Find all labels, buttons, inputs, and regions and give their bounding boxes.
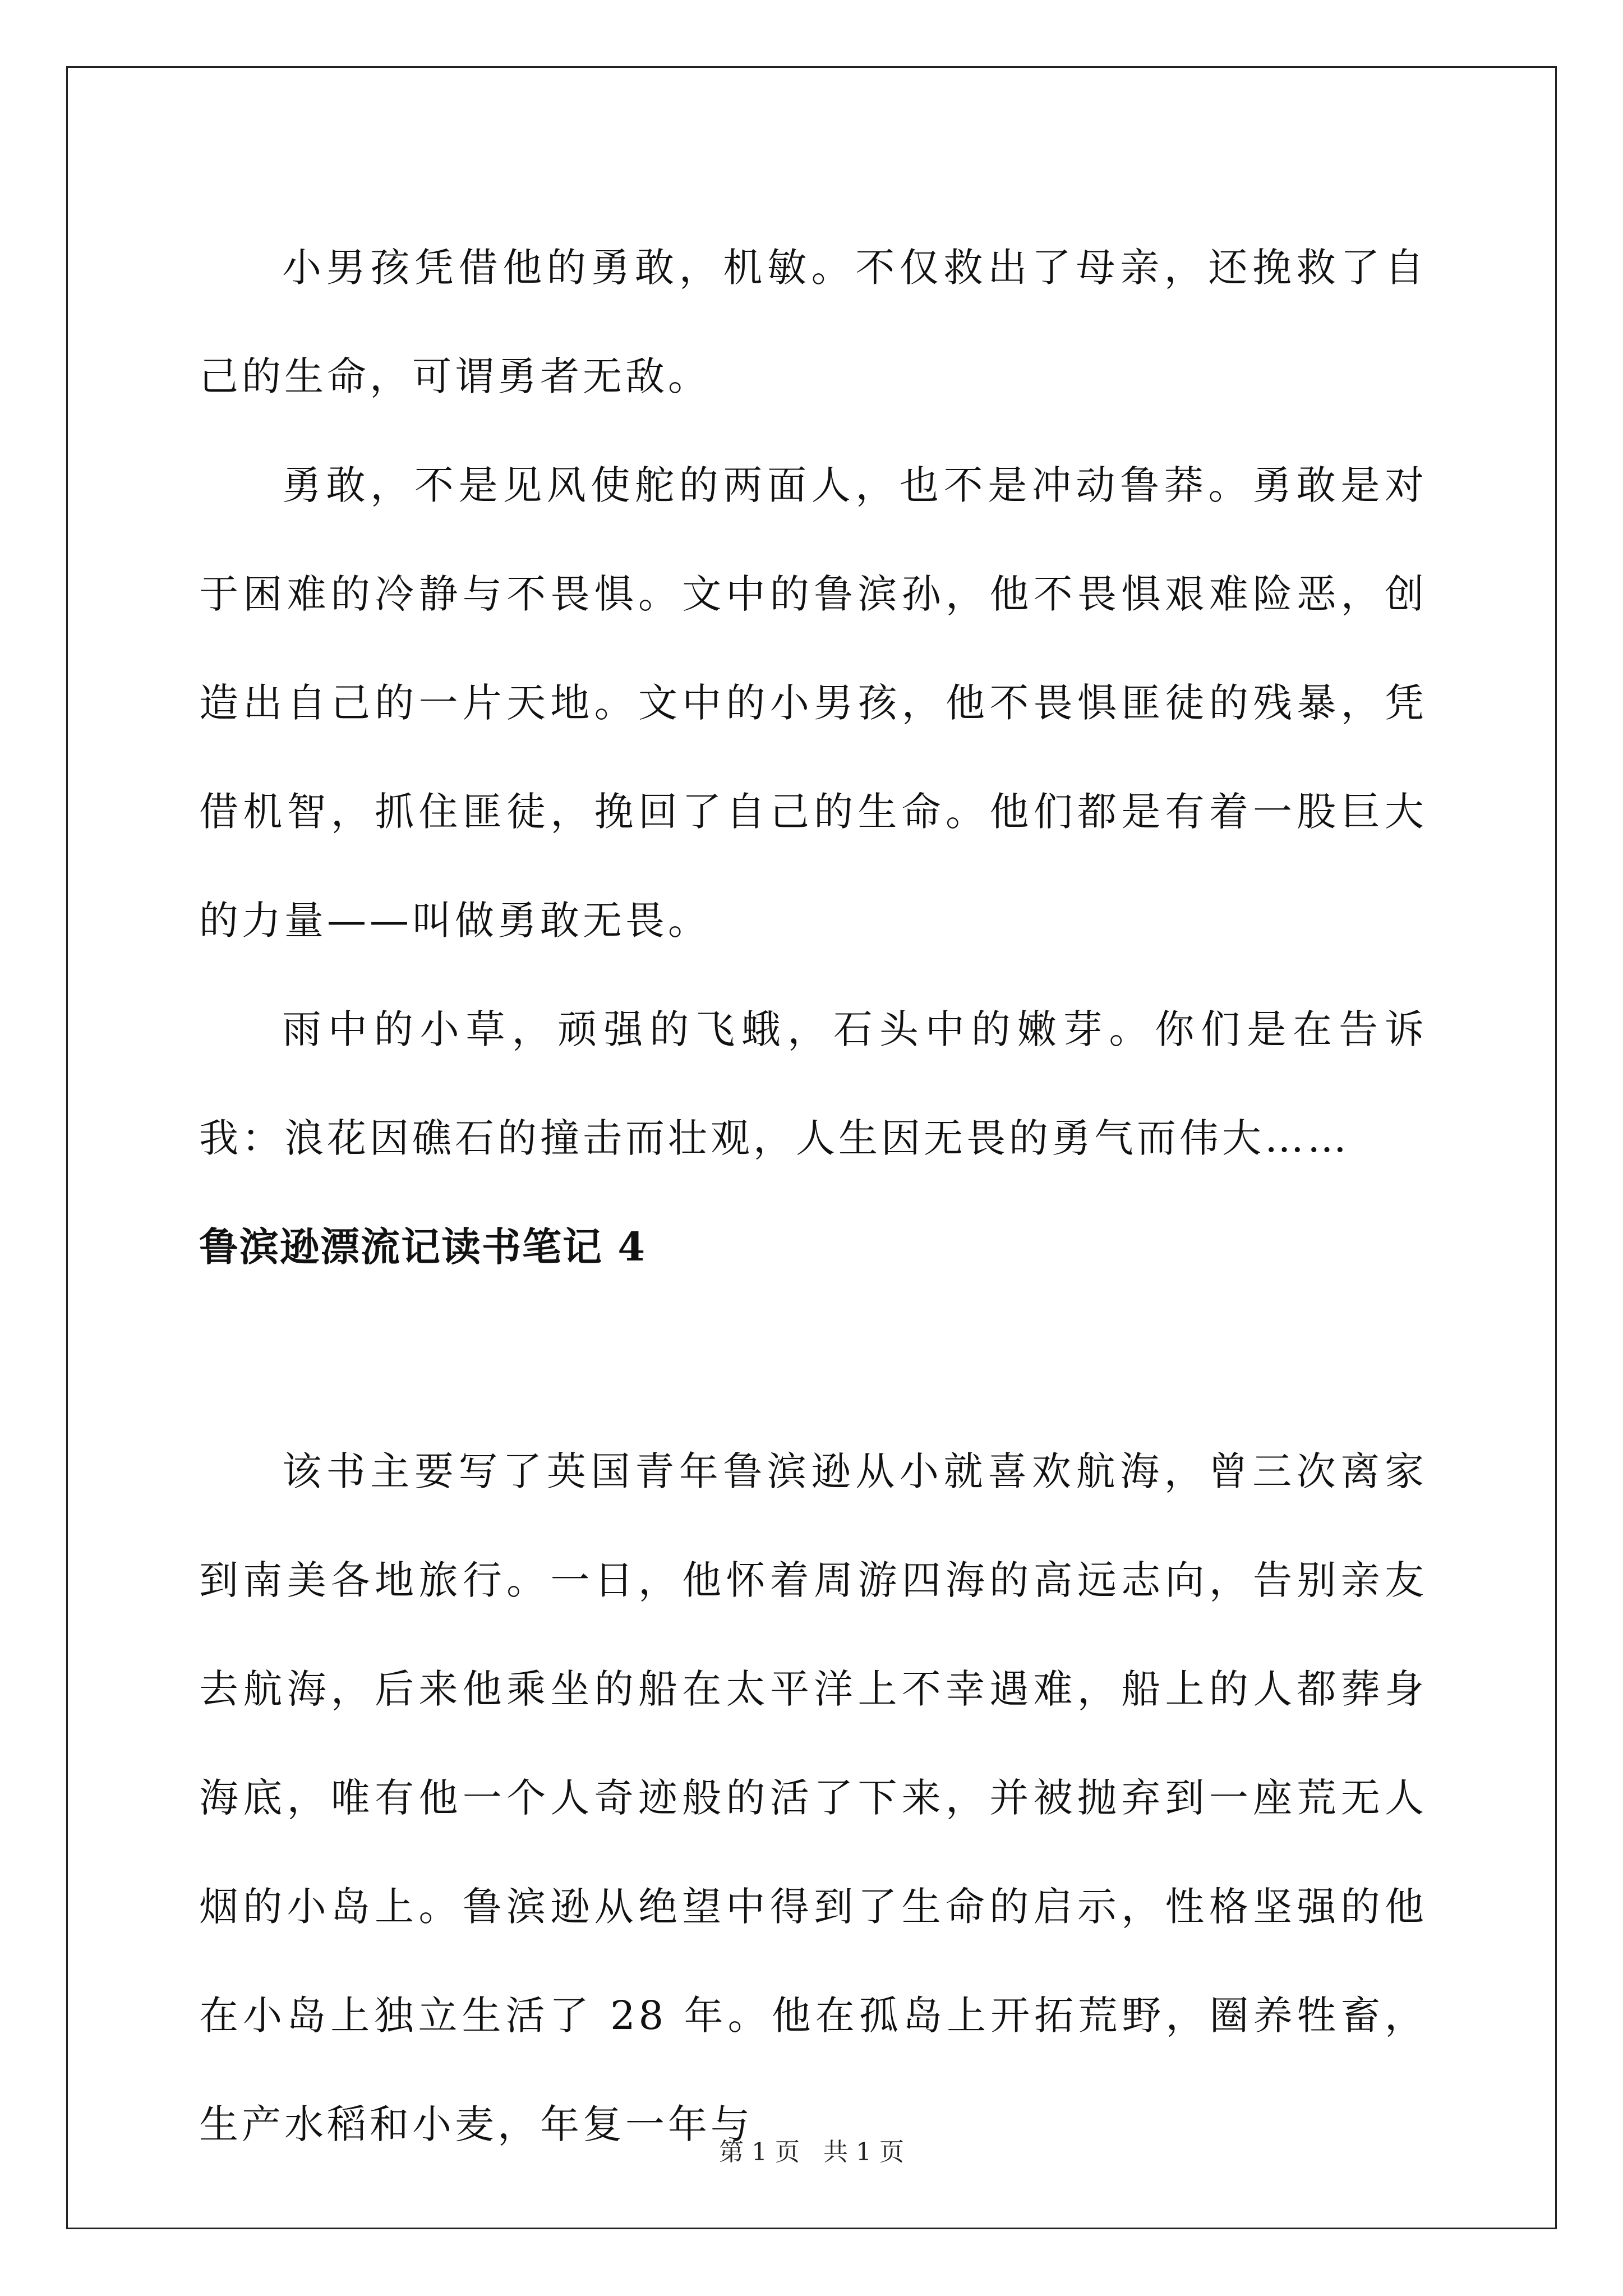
- paragraph: 雨中的小草，顽强的飞蛾，石头中的嫩芽。你们是在告诉我：浪花因礁石的撞击而壮观，人生因无畏的勇气而伟大……: [199, 1006, 1427, 1161]
- paragraph: 小男孩凭借他的勇敢，机敏。不仅救出了母亲，还挽救了自己的生命，可谓勇者无敌。: [199, 245, 1427, 399]
- page-number: 第 1 页: [719, 2138, 800, 2166]
- paragraph: 该书主要写了英国青年鲁滨逊从小就喜欢航海，曾三次离家到南美各地旅行。一日，他怀着周游四海的高远志向，告别亲友去航海，后来他乘坐的船在太平洋上不幸遇难，船上的人都葬身海底，唯有他一个人奇迹般的活了下来，并被抛弃到一座荒无人烟的小岛上。鲁滨逊从绝望中得到了生命的启示，性格坚强的他在小岛上独立生活了 28 年。他在孤岛上开拓荒野，圈养牲畜，生产水稻和小麦，年复一年与: [199, 1448, 1427, 2147]
- paragraph: 勇敢，不是见风使舵的两面人，也不是冲动鲁莽。勇敢是对于困难的冷静与不畏惧。文中的鲁滨孙，他不畏惧艰难险恶，创造出自己的一片天地。文中的小男孩，他不畏惧匪徒的残暴，凭借机智，抓住匪徒，挽回了自己的生命。他们都是有着一股巨大的力量——叫做勇敢无畏。: [199, 462, 1427, 944]
- document-body: [199, 213, 1427, 2179]
- page-footer: [0, 2132, 1623, 2168]
- page-total: 共 1 页: [823, 2138, 904, 2166]
- section-title: 鲁滨逊漂流记读书笔记 4: [199, 1223, 647, 1270]
